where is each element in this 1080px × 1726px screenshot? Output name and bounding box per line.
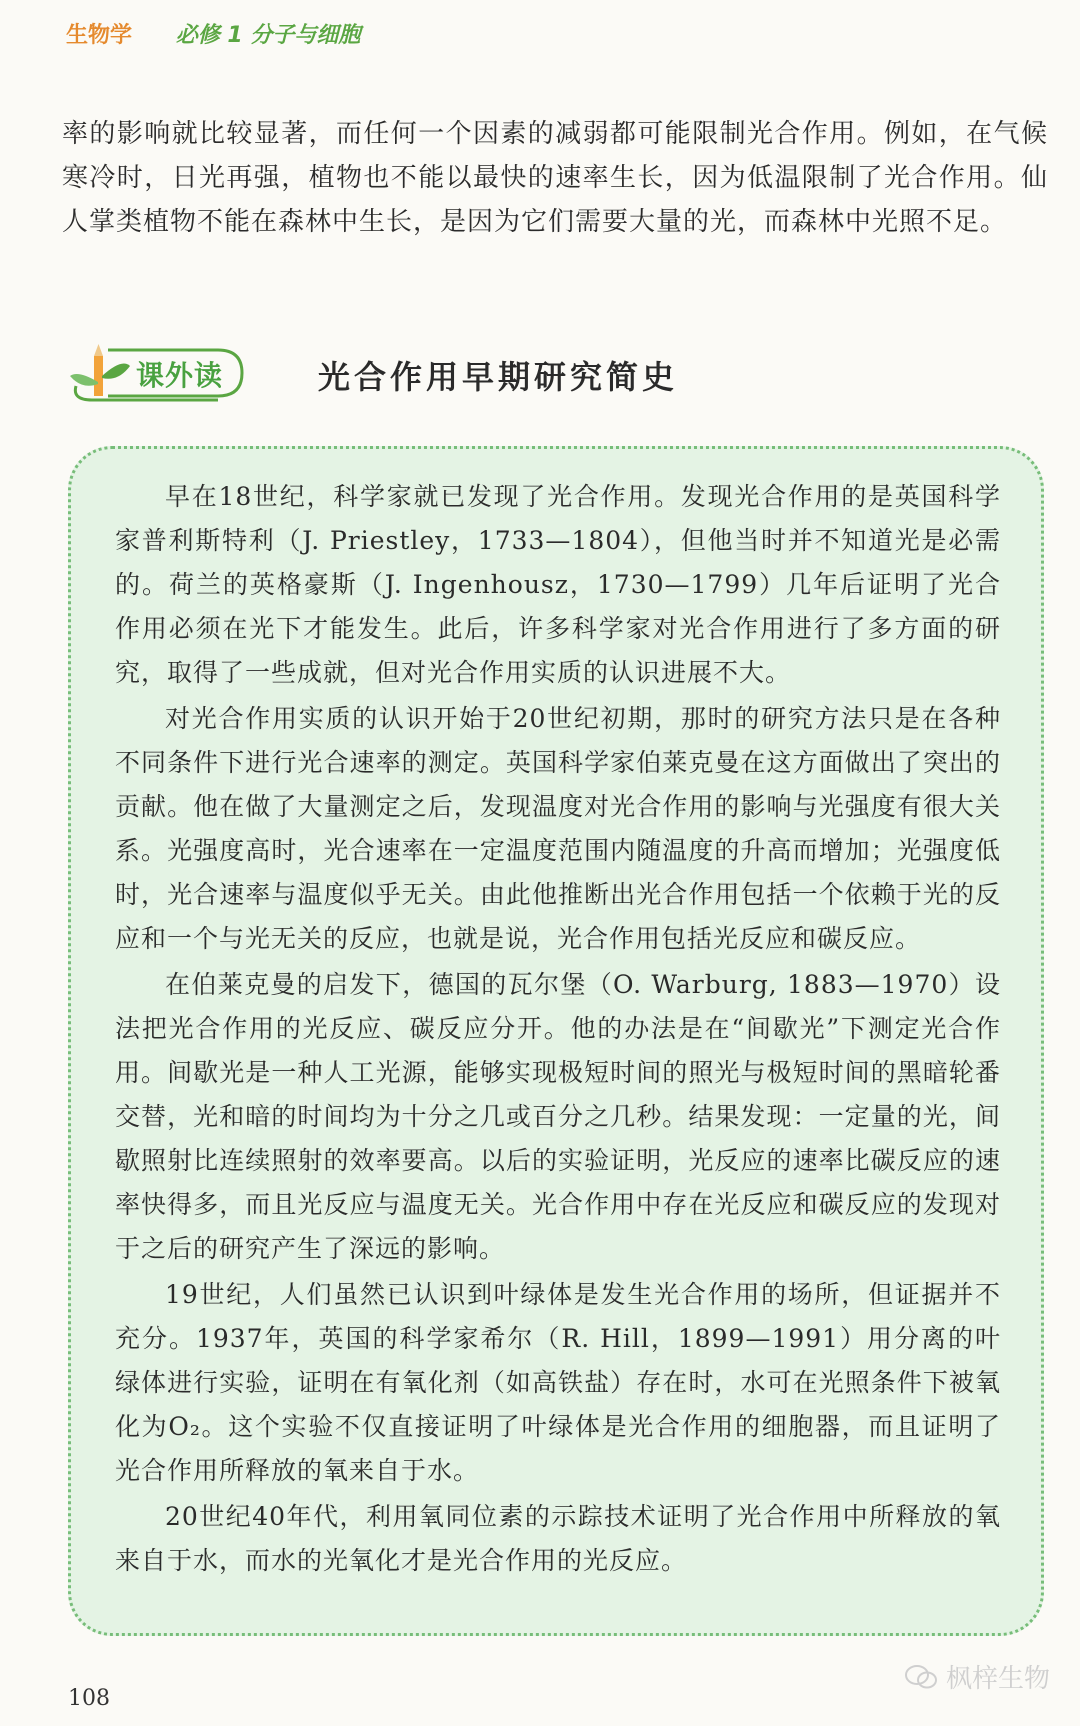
wechat-icon	[904, 1663, 938, 1691]
reading-paragraph: 20世纪40年代，利用氧同位素的示踪技术证明了光合作用中所释放的氧来自于水，而水的光氧化才是光合作用的光反应。	[115, 1502, 1001, 1575]
page-number: 108	[68, 1686, 110, 1711]
running-header	[66, 18, 360, 49]
reading-badge	[68, 342, 246, 404]
badge-label: 课外读	[136, 359, 224, 392]
reading-title: 光合作用早期研究简史	[318, 358, 679, 396]
reading-paragraph: 早在18世纪，科学家就已发现了光合作用。发现光合作用的是英国科学家普利斯特利（J. Priestley，1733—1804），但他当时并不知道光是必需的。荷兰的英格豪斯（J. Ingenhousz，1730—1799）几年后证明了光合作用必须在光下才能发生。此后，许多科学家对光合作用进行了多方面的研究，取得了一些成就，但对光合作用实质的认识进展不大。	[115, 482, 1001, 687]
watermark-text: 枫梓生物	[946, 1664, 1051, 1694]
intro-paragraph: 率的影响就比较显著，而任何一个因素的减弱都可能限制光合作用。例如，在气候寒冷时，日光再强，植物也不能以最快的速率生长，因为低温限制了光合作用。仙人掌类植物不能在森林中生长，是因为它们需要大量的光，而森林中光照不足。	[62, 119, 1048, 237]
header-subject: 生物学	[66, 23, 133, 48]
reading-paragraph: 19世纪，人们虽然已认识到叶绿体是发生光合作用的场所，但证据并不充分。1937年，英国的科学家希尔（R. Hill，1899—1991）用分离的叶绿体进行实验，证明在有氧化剂（如高铁盐）存在时，水可在光照条件下被氧化为O₂。这个实验不仅直接证明了叶绿体是光合作用的细胞器，而且证明了光合作用所释放的氧来自于水。	[115, 1280, 1001, 1485]
reading-paragraph: 对光合作用实质的认识开始于20世纪初期，那时的研究方法只是在各种不同条件下进行光合速率的测定。英国科学家伯莱克曼在这方面做出了突出的贡献。他在做了大量测定之后，发现温度对光合作用的影响与光强度有很大关系。光强度高时，光合速率在一定温度范围内随温度的升高而增加；光强度低时，光合速率与温度似乎无关。由此他推断出光合作用包括一个依赖于光的反应和一个与光无关的反应，也就是说，光合作用包括光反应和碳反应。	[115, 704, 1001, 953]
header-book: 必修 1 分子与细胞	[175, 23, 361, 48]
watermark	[904, 1658, 1050, 1695]
reading-box	[68, 446, 1044, 1636]
reading-paragraph: 在伯莱克曼的启发下，德国的瓦尔堡（O. Warburg, 1883—1970）设法把光合作用的光反应、碳反应分开。他的办法是在“间歇光”下测定光合作用。间歇光是一种人工光源，能够实现极短时间的照光与极短时间的黑暗轮番交替，光和暗的时间均为十分之几或百分之几秒。结果发现：一定量的光，间歇照射比连续照射的效率要高。以后的实验证明，光反应的速率比碳反应的速率快得多，而且光反应与温度无关。光合作用中存在光反应和碳反应的发现对于之后的研究产生了深远的影响。	[115, 970, 1001, 1263]
